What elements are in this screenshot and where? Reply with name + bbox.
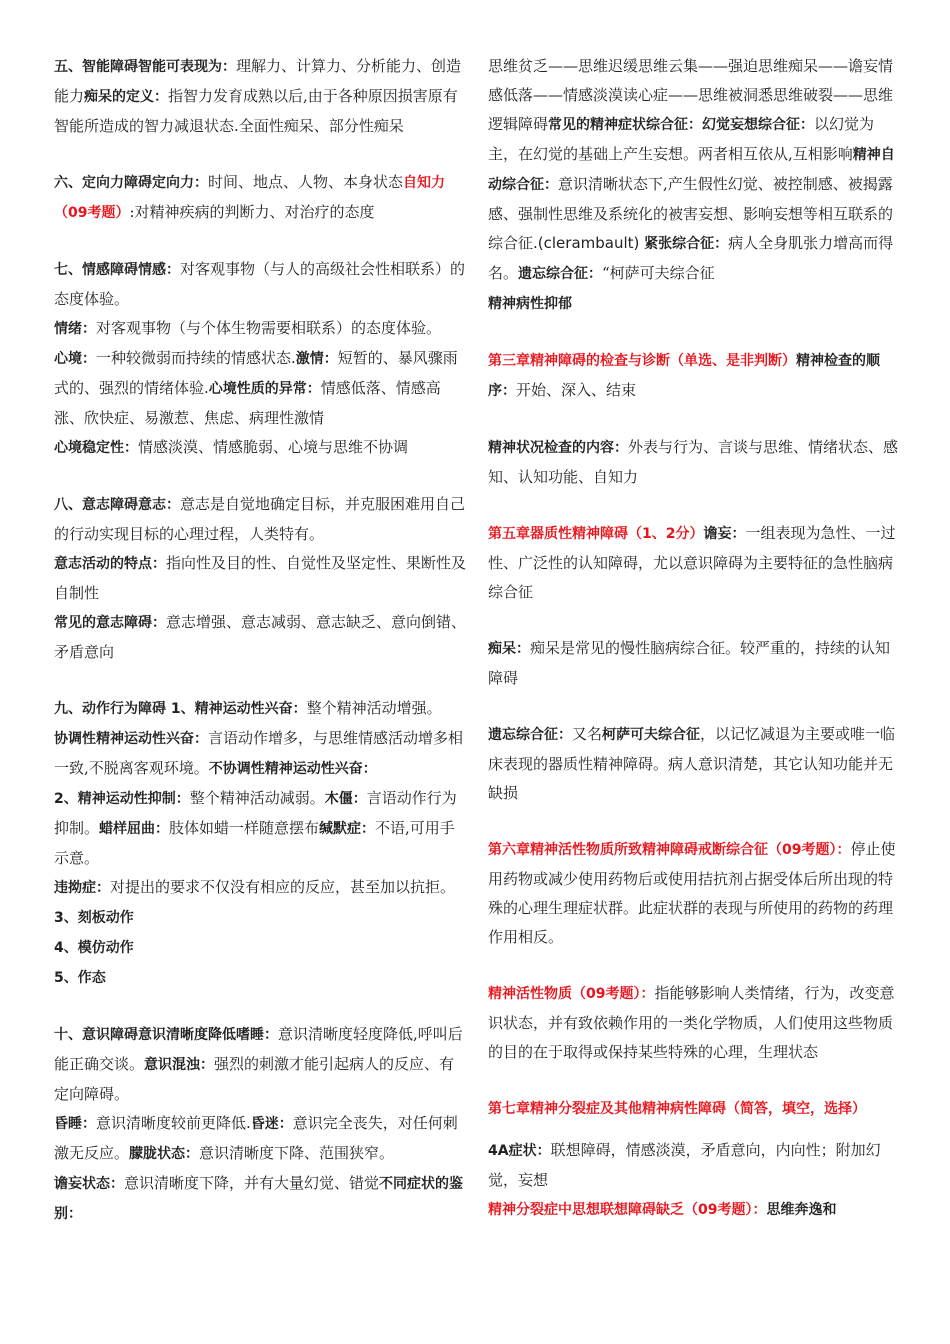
- paragraph-mental-status-exam: 精神状况检查的内容：外表与行为、言谈与思维、情绪状态、感知、认知功能、自知力: [488, 438, 899, 486]
- section-chapter-5: 第五章器质性精神障碍（1、2分）谵妄：一组表现为急性、一过性、广泛性的认知障碍，尤以意识障碍为主要特征的急性脑病综合征: [488, 524, 896, 601]
- chapter-title: 第六章精神活性物质所致精神障碍戒断综合征（09考题）：: [488, 842, 851, 858]
- section-chapter-7: [488, 1094, 900, 1124]
- left-column: [54, 52, 466, 1229]
- chapter-title: 第七章精神分裂症及其他精神病性障碍（简答，填空，选择）: [488, 1101, 866, 1117]
- section-orientation-disorder: 六、定向力障碍定向力：时间、地点、人物、本身状态自知力（09考题）:对精神疾病的判断力、对治疗的态度: [54, 173, 446, 221]
- section-affective-disorder: 七、情感障碍情感：对客观事物（与人的高级社会性相联系）的态度体验。: [54, 260, 466, 308]
- list-item: 5、作态: [54, 970, 106, 986]
- heading: 十、意识障碍意识清晰度降低嗜睡：: [54, 1027, 278, 1043]
- heading: 五、智能障碍智能可表现为：: [54, 59, 236, 75]
- paragraph-stupor-coma: 昏睡：意识清晰度较前更降低.昏迷：意识完全丧失，对任何刺激无反应。朦胧状态：意识清晰度下降、范围狭窄。: [54, 1114, 458, 1162]
- paragraph-psychomotor-inhibition: 2、精神运动性抑制：整个精神活动减弱。木僵：言语动作行为抑制。蜡样屈曲：肢体如蜡一样随意摆布缄默症：不语,可用手示意。: [54, 789, 457, 867]
- paragraph-emotion: 情绪：对客观事物（与个体生物需要相联系）的态度体验。: [54, 319, 442, 337]
- paragraph-dementia: 痴呆：痴呆是常见的慢性脑病综合征。较严重的，持续的认知障碍: [488, 639, 891, 687]
- paragraph-psychoactive-substance: 精神活性物质（09考题）：指能够影响人类情绪，行为，改变意识状态，并有致依赖作用的一类化学物质，人们使用这些物质的目的在于取得或保持某些特殊的心理，生理状态: [488, 984, 895, 1061]
- term-dementia-definition: 痴呆的定义：: [84, 89, 169, 105]
- section-chapter-3: 第三章精神障碍的检查与诊断（单选、是非判断）精神检查的顺序：开始、深入、结束: [488, 353, 880, 399]
- chapter-title: 第五章器质性精神障碍（1、2分）: [488, 526, 704, 542]
- paragraph-psychomotor: 协调性精神运动性兴奋：言语动作增多，与思维情感活动增多相一致,不脱离客观环境。不协调性精神运动性兴奋：: [54, 729, 464, 777]
- list-item: 4、模仿动作: [54, 940, 134, 956]
- section-chapter-6: 第六章精神活性物质所致精神障碍戒断综合征（09考题）：停止使用药物或减少使用药物后或使用拮抗剂占据受体后所出现的特殊的心理生理症状群。此症状群的表现与所使用的药物的药理作用相反。: [488, 840, 896, 946]
- term-insight: 自知力（09考题）: [54, 175, 446, 221]
- right-column: [488, 52, 900, 1225]
- paragraph-volition-disorders: 常见的意志障碍：意志增强、意志减弱、意志缺乏、意向倒错、矛盾意向: [54, 613, 467, 661]
- section-consciousness-disorder: 十、意识障碍意识清晰度降低嗜睡：意识清晰度轻度降低,呼叫后能正确交谈。意识混浊：强烈的刺激才能引起病人的反应、有定向障碍。: [54, 1025, 463, 1103]
- heading: 七、情感障碍情感：: [54, 262, 180, 278]
- paragraph-volition-features: 意志活动的特点：指向性及目的性、自觉性及坚定性、果断性及自制性: [54, 554, 467, 602]
- paragraph-mood: 心境：一种较微弱而持续的情感状态.激情：短暂的、暴风骤雨式的、强烈的情绪体验.心境性质的异常：情感低落、情感高涨、欣快症、易激惹、焦虑、病理性激情: [54, 349, 458, 427]
- paragraph-mood-stability: 心境稳定性：情感淡漠、情感脆弱、心境与思维不协调: [54, 438, 409, 456]
- section-intelligence-disorder: 五、智能障碍智能可表现为：理解力、计算力、分析能力、创造能力痴呆的定义：指智力发育成熟以后,由于各种原因损害原有智能所造成的智力减退状态.全面性痴呆、部分性痴呆: [54, 57, 462, 135]
- heading-psychotic-depression: 精神病性抑郁: [488, 296, 572, 312]
- heading: 九、动作行为障碍 1、精神运动性兴奋：: [54, 701, 307, 717]
- paragraph-delirium-state: 谵妄状态：意识清晰度下降，并有大量幻觉、错觉不同症状的鉴别：: [54, 1174, 464, 1222]
- list-item: 3、刻板动作: [54, 910, 134, 926]
- section-volition-disorder: 八、意志障碍意志：意志是自觉地确定目标，并克服困难用自己的行动实现目标的心理过程，人类特有。: [54, 495, 466, 543]
- paragraph-amnestic-syndrome: 遗忘综合征：又名柯萨可夫综合征，以记忆减退为主要或唯一临床表现的器质性精神障碍。病人意识清楚，其它认知功能并无缺损: [488, 725, 896, 802]
- heading: 六、定向力障碍定向力：: [54, 175, 208, 191]
- section-behavior-disorder: 九、动作行为障碍 1、精神运动性兴奋：整个精神活动增强。: [54, 699, 442, 717]
- paragraph-4a-symptoms: 4A症状：联想障碍，情感淡漠，矛盾意向，内向性；附加幻觉，妄想: [488, 1141, 881, 1189]
- chapter-title: 第三章精神障碍的检查与诊断（单选、是非判断）: [488, 353, 796, 369]
- paragraph-thought-association: 精神分裂症中思想联想障碍缺乏（09考题）：思维奔逸和: [488, 1202, 837, 1218]
- paragraph-symptom-pairs: 思维贫乏——思维迟缓思维云集——强迫思维痴呆——谵妄情感低落——情感淡漠读心症——思维被洞悉思维破裂——思维逻辑障碍常见的精神症状综合征：幻觉妄想综合征：以幻觉为主，在幻觉的基础上产生妄想。两者相互依从,互相影响精神自动综合征：意识清晰状态下,产生假性幻觉、被控制感、被揭露感、强制性思维及系统化的被害妄想、影响妄想等相互联系的综合征.(clerambault) 紧张综合征：病人全身肌张力增高而得名。遗忘综合征：“柯萨可夫综合征: [488, 57, 895, 282]
- paragraph-negativism: 违拗症：对提出的要求不仅没有相应的反应，甚至加以抗拒。: [54, 878, 456, 896]
- heading: 八、意志障碍意志：: [54, 497, 180, 513]
